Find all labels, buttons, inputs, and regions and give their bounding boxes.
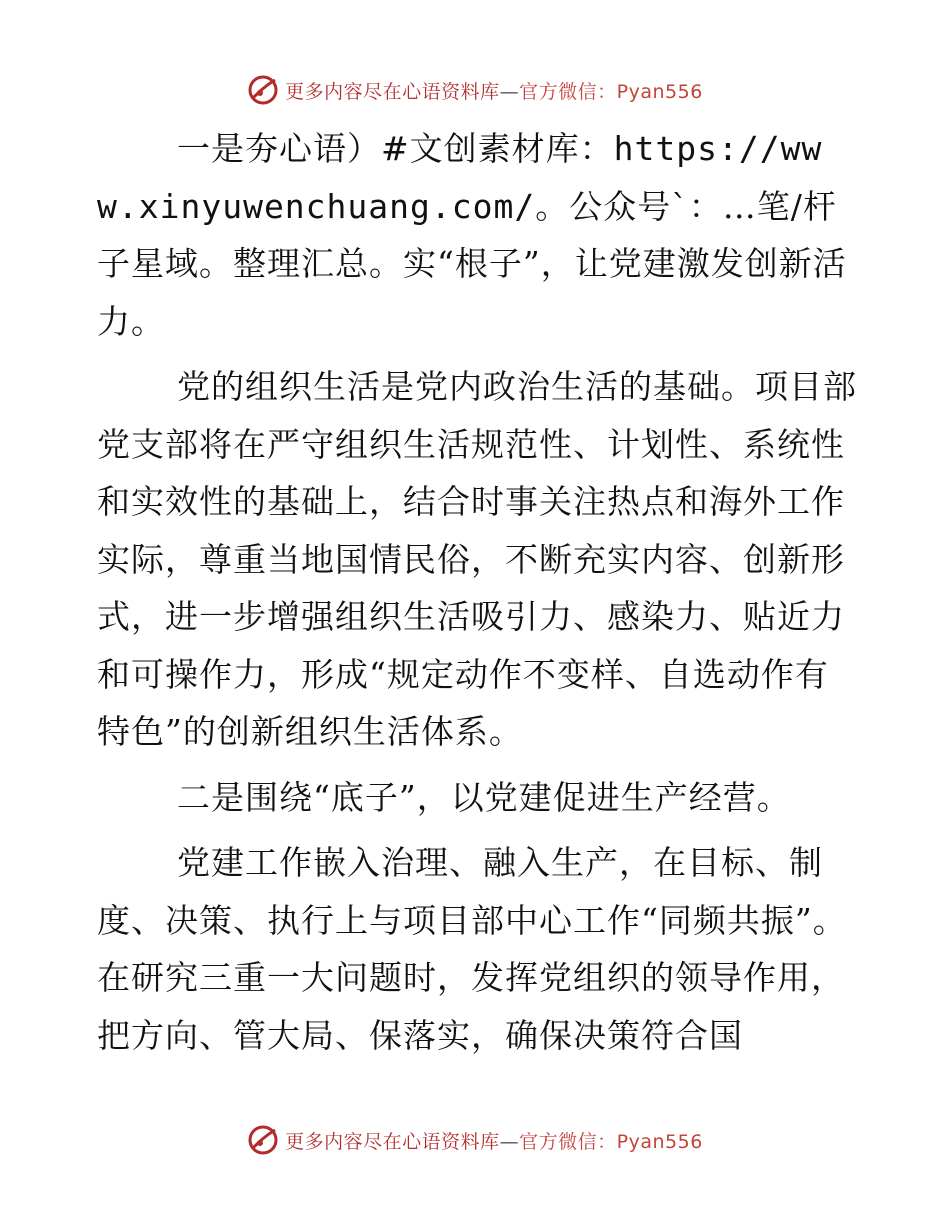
banner-text: 更多内容尽在心语资料库—官方微信：Pyan556 (285, 80, 703, 103)
brush-logo-icon (247, 74, 279, 106)
document-body (97, 120, 857, 1064)
resource-url: https://www.xinyuwenchuang.com/ (97, 129, 823, 226)
paragraph-2: 党的组织生活是党内政治生活的基础。项目部党支部将在严守组织生活规范性、计划性、系统性和实效性的基础上，结合时事关注热点和海外工作实际，尊重当地国情民俗，不断充实内容、创新形式，进一步增强组织生活吸引力、感染力、贴近力和可操作力，形成“规定动作不变样、自选动作有特色”的创新组织生活体系。 (97, 367, 857, 751)
banner-text: 更多内容尽在心语资料库—官方微信：Pyan556 (285, 1130, 703, 1153)
footer-banner (0, 1120, 950, 1160)
paragraph-3: 二是围绕“底子”，以党建促进生产经营。 (177, 777, 791, 817)
paragraph-1: 一是夯心语）#文创素材库：https://www.xinyuwenchuang.com/。公众号`：…笔/杆子星域。整理汇总。实“根子”，让党建激发创新活力。 (97, 129, 847, 341)
header-banner (0, 70, 950, 110)
brush-logo-icon (247, 1124, 279, 1156)
paragraph-4: 党建工作嵌入治理、融入生产，在目标、制度、决策、执行上与项目部中心工作“同频共振”。在研究三重一大问题时，发挥党组织的领导作用，把方向、管大局、保落实，确保决策符合国 (97, 843, 847, 1055)
